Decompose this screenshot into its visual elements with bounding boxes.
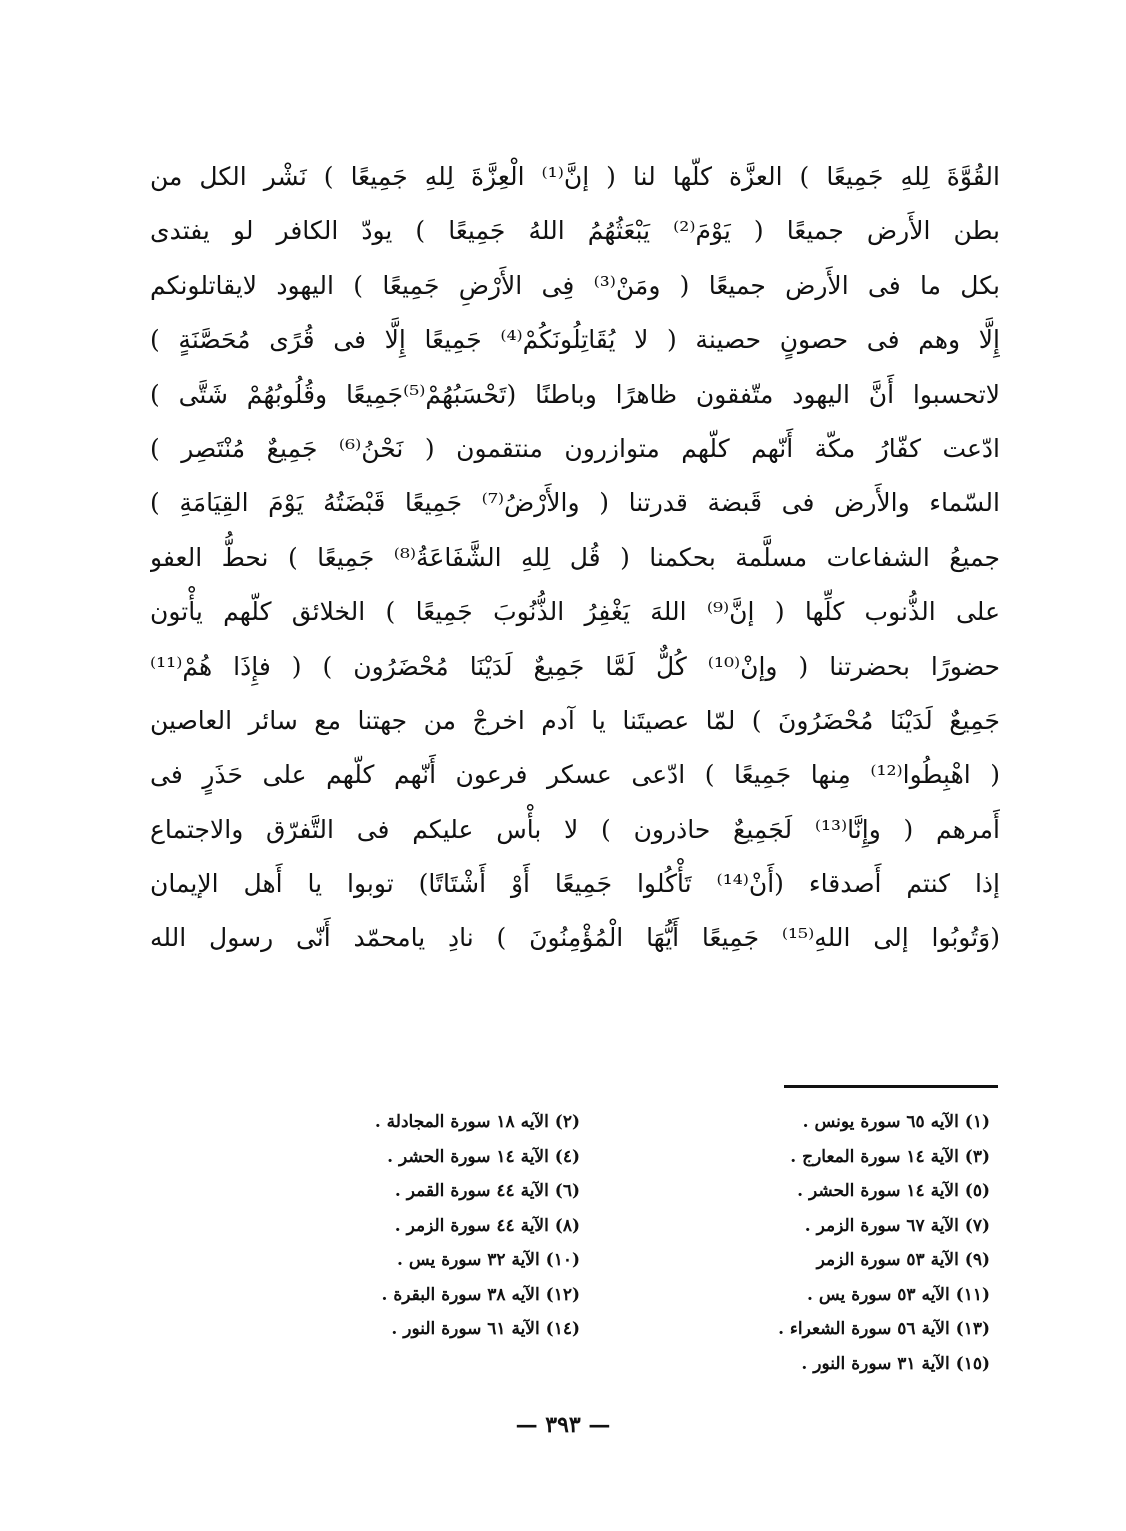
footnote-divider [784,1085,998,1088]
text-line: إذا كنتم أَصدقاء (أَنْ⁽¹⁴⁾ تَأْكُلوا جَمِيعًا أَوْ أَشْتَاتًا) توبوا يا أَهل الإيمان [150,869,1000,899]
text-line: ادّعت كفّارُ مكّة أَنّهم كلّهم متوازرون منتقمون ( نَحْنُ⁽⁶⁾ جَمِيعٌ مُنْتَصِر ) [150,433,1000,463]
text-line: حضورًا بحضرتنا ( وإنْ⁽¹⁰⁾ كُلٌّ لَمَّا جَمِيعٌ لَدَيْنَا مُحْضَرُون ) ( فإِذَا هُمْ⁽¹¹⁾ [150,651,1000,681]
text-line: بطن الأَرض جميعًا ( يَوْمَ⁽²⁾ يَبْعَثُهُمُ اللهُ جَمِيعًا ) يودّ الكافر لو يفتدى [150,216,1000,246]
text-line: إِلَّا وهم فى حصونٍ حصينة ( لا يُقَاتِلُونَكُمْ⁽⁴⁾ جَمِيعًا إِلَّا فى قُرًى مُحَصَّنَةٍ ) [150,325,1000,355]
footnote: (٩) الآية ٥٣ سورة الزمر [816,1250,990,1270]
text-line: ( اهْبِطُوا⁽¹²⁾ مِنها جَمِيعًا ) ادّعى عسكر فرعون أَنّهم كلّهم على حَذَرٍ فى [150,760,1000,790]
footnote: (١٥) الآية ٣١ سورة النور . [801,1353,990,1374]
footnote: (١١) الآيه ٥٣ سورة يس . [807,1284,990,1305]
text-line: القُوَّةَ لِلهِ جَمِيعًا ) العزَّة كلّها لنا ( إنَّ⁽¹⁾ الْعِزَّةَ لِلهِ جَمِيعًا ) نَشْر الكل من [150,162,1000,191]
footnote: (٢) الآيه ١٨ سورة المجادلة . [374,1112,580,1132]
body-text [150,150,1000,966]
footnote: (١) الآيه ٦٥ سورة يونس . [802,1112,990,1132]
footnote: (٧) الآية ٦٧ سورة الزمر . [804,1215,990,1236]
text-line: على الذُّنوب كلِّها ( إنَّ⁽⁹⁾ اللهَ يَغْفِرُ الذُّنُوبَ جَمِيعًا ) الخلائق كلّهم يأْتون [150,597,1000,627]
text-line: لاتحسبوا أَنَّ اليهود متّفقون ظاهرًا وباطنًا (تَحْسَبُهُمْ⁽⁵⁾جَمِيعًا وقُلُوبُهُمْ شَتَّى ) [150,379,1000,409]
footnote: (١٠) الآية ٣٢ سورة يس . [397,1250,580,1270]
text-line: جميعُ الشفاعات مسلَّمة بحكمنا ( قُل لِلهِ الشَّفَاعَةُ⁽⁸⁾ جَمِيعًا ) نحطُّ العفو [150,542,1000,572]
text-line: بكل ما فى الأَرض جميعًا ( ومَنْ⁽³⁾ فِى الأَرْضِ جَمِيعًا ) اليهود لايقاتلونكم [150,270,1000,300]
footnotes [250,1105,990,1381]
footnotes-right-column [690,1105,990,1381]
footnote: (٦) الآية ٤٤ سورة القمر . [394,1181,580,1201]
text-line: أَمرهم ( وإِنَّا⁽¹³⁾ لَجَمِيعٌ حاذرون ) لا بأْس عليكم فى التَّفرّق والاجتماع [150,814,1000,844]
page-number: — ٣٩٣ — [515,1412,611,1438]
footnotes-left-column [250,1105,580,1381]
text-line: السّماء والأَرض فى قَبضة قدرتنا ( والأَرْضُ⁽⁷⁾ جَمِيعًا قَبْضَتُهُ يَوْمَ القِيَامَةِ ) [150,488,1000,518]
text-line: جَمِيعٌ لَدَيْنَا مُحْضَرُونَ ) لمّا عصيتَنا يا آدم اخرجْ من جهتنا مع سائر العاصين [150,705,1000,735]
text-line: (وَتُوبُوا إلى اللهِ⁽¹⁵⁾ جَمِيعًا أَيُّهَا الْمُؤْمِنُونَ ) نادِ يامحمّد أَنّى رسول الله [150,923,1000,953]
footnote: (١٤) الآية ٦١ سورة النور . [391,1319,580,1339]
footnote: (٨) الآية ٤٤ سورة الزمر . [394,1215,580,1236]
footnote: (٤) الآية ١٤ سورة الحشر . [387,1146,580,1167]
footnote: (١٢) الآيه ٣٨ سورة البقرة . [381,1284,580,1305]
footnote: (٥) الآية ١٤ سورة الحشر . [797,1181,990,1201]
footnote: (١٣) الآية ٥٦ سورة الشعراء . [778,1319,990,1339]
footnote: (٣) الآية ١٤ سورة المعارج . [790,1146,990,1167]
